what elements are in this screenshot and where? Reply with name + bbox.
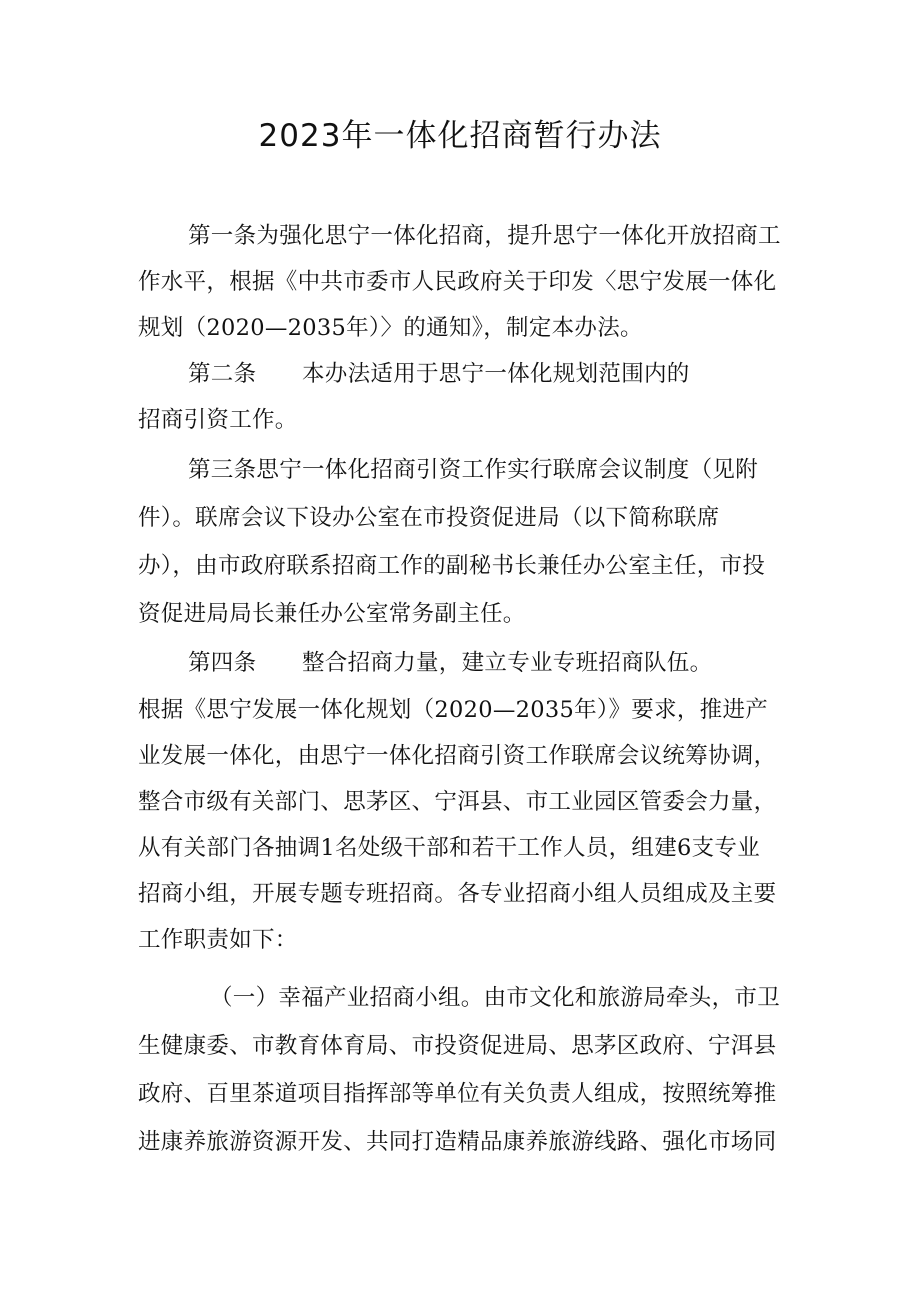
text-line: 第四条 整合招商力量，建立专业专班招商队伍。 xyxy=(188,650,713,676)
document-title: 2023年一体化招商暂行办法 xyxy=(258,118,662,154)
text-line: 作水平，根据《中共市委市人民政府关于印发〈思宁发展一体化 xyxy=(138,269,777,295)
text-line: 从有关部门各抽调1名处级干部和若干工作人员，组建6支专业 xyxy=(138,835,761,861)
text-line: 生健康委、市教育体育局、市投资促进局、思茅区政府、宁洱县 xyxy=(138,1033,777,1059)
text-line: 整合市级有关部门、思茅区、宁洱县、市工业园区管委会力量， xyxy=(138,789,777,815)
text-line: 招商小组，开展专题专班招商。各专业招商小组人员组成及主要 xyxy=(138,881,777,907)
text-line: 进康养旅游资源开发、共同打造精品康养旅游线路、强化市场同 xyxy=(138,1129,777,1155)
text-line: 资促进局局长兼任办公室常务副主任。 xyxy=(138,601,526,627)
text-line: 工作职责如下： xyxy=(138,927,298,953)
text-line: 件）。联席会议下设办公室在市投资促进局（以下简称联席 xyxy=(138,505,720,531)
text-line: 根据《思宁发展一体化规划（2020—2035年）》要求，推进产 xyxy=(138,697,769,723)
text-line: 招商引资工作。 xyxy=(138,407,298,433)
text-line: 业发展一体化，由思宁一体化招商引资工作联席会议统筹协调， xyxy=(138,743,777,769)
text-line: 第一条为强化思宁一体化招商，提升思宁一体化开放招商工 xyxy=(188,223,781,249)
text-line: 第三条思宁一体化招商引资工作实行联席会议制度（见附 xyxy=(188,457,759,483)
text-line: 政府、百里茶道项目指挥部等单位有关负责人组成，按照统筹推 xyxy=(138,1081,777,1107)
text-line: （一）幸福产业招商小组。由市文化和旅游局牵头，市卫 xyxy=(210,985,781,1011)
text-line: 办），由市政府联系招商工作的副秘书长兼任办公室主任，市投 xyxy=(138,553,766,579)
text-line: 第二条 本办法适用于思宁一体化规划范围内的 xyxy=(188,361,690,387)
text-line: 规划（2020—2035年）〉的通知》，制定本办法。 xyxy=(138,315,643,341)
